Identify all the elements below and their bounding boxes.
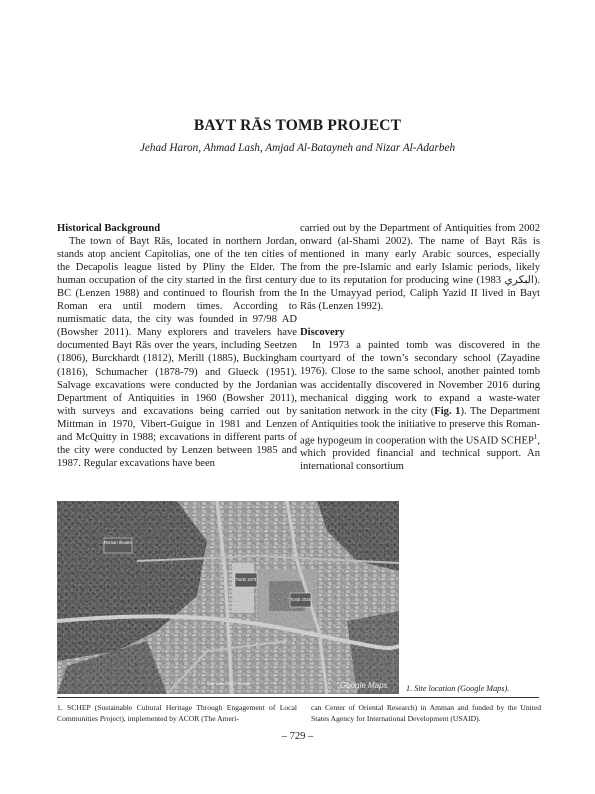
article-title: BAYT RĀS TOMB PROJECT: [193, 117, 402, 134]
satellite-image: [57, 501, 399, 694]
section-heading-discovery: Discovery: [300, 327, 345, 339]
discovery-text-c: , which provided financial and technical support. An international consortium: [300, 435, 540, 473]
site-location-satellite-map: [57, 501, 399, 694]
footnote-right: can Center of Oriental Research) in Amman and funded by the United States Agency for International Development (USAID).: [311, 703, 541, 723]
historical-background-paragraph: The town of Bayt Rās, located in northern Jordan, stands atop ancient Capitolias, one of the ten cities of the Decapolis league listed by Pliny the Elder. The human occupation of the city started in the first century BC (Lenzen 1988) and continued to flourish from the Roman era until modern times. According to numismatic data, the city was founded in 97/98 AD (Bowsher 2011). Many explorers and travelers have documented Bayt Rās over the years, including Seetzen (1806), Burckhardt (1812), Merill (1885), Buckingham (1816), Schumacher (1878-79) and Glueck (1951). Salvage excavations were conducted by the Jordanian Department of Antiquities in 1960 (Bowsher 2011), with surveys and excavations being carried out by Mittman in 1970, Vibert-Guigue in 1981 and Lenzen and McQuitty in 1988; excavations in different parts of the city were conducted by Lenzen between 1985 and 1987. Regular excavations have been: [57, 236, 297, 469]
page-number: – 729 –: [281, 731, 314, 742]
footnote-left: 1. SCHEP (Sustainable Cultural Heritage Through Engagement of Local Communities Project), implemented by ACOR (The Ameri-: [57, 703, 297, 723]
tomb-1973-text: Tomb 1973: [235, 577, 257, 582]
roman-theatre-text: Roman theatre: [104, 540, 132, 545]
google-logo: Google Maps: [340, 681, 388, 690]
label-tomb-1973: [235, 573, 257, 587]
label-tomb-2016: [290, 593, 312, 607]
discovery-paragraph: [300, 339, 540, 473]
left-column: [57, 222, 297, 470]
section-heading-historical-background: Historical Background: [57, 223, 161, 234]
discovery-text-a: In 1973 a painted tomb was discovered in the courtyard of the town’s secondary school (Zayadine 1976). Close to the same school, another painted tomb was accidentally discovered in November 2016 during mechanical digging work to expand a waste-water sanitation network in the city (: [300, 340, 540, 417]
figure-caption: 1. Site location (Google Maps).: [406, 684, 510, 693]
discovery-text-b: ). The Department of Antiquities took the initiative to preserve this Roman-age hypogeum in cooperation with the USAID SCHEP: [300, 405, 540, 447]
continued-text-b: ). In the Umayyad period, Caliph Yazid II lived in Bayt Rās (Lenzen 1992).: [300, 275, 540, 313]
label-roman-theatre: [104, 538, 133, 553]
footnote-marker[interactable]: 1: [533, 432, 538, 441]
paragraph-spacer: [300, 313, 540, 326]
right-column: [300, 222, 540, 473]
author-line: Jehad Haron, Ahmad Lash, Amjad Al-Batayneh and Nizar Al-Adarbeh: [139, 142, 456, 154]
continued-text-a: carried out by the Department of Antiquities from 2002 onward (al-Shami 2002). The name of Bayt Rās is mentioned in many early Arabic sources, especially from the pre-Islamic and early Islamic periods, likely due to its reputation for producing wine (1983: [300, 223, 540, 287]
footnote-divider: [57, 697, 539, 698]
tomb-2016-text: Tomb 2016: [290, 597, 311, 602]
arabic-word: البكري: [504, 275, 534, 287]
continued-paragraph: [300, 222, 540, 313]
map-data-credit: Map data ©2017 Google: [207, 681, 251, 686]
figure-reference[interactable]: Fig. 1: [434, 405, 461, 417]
